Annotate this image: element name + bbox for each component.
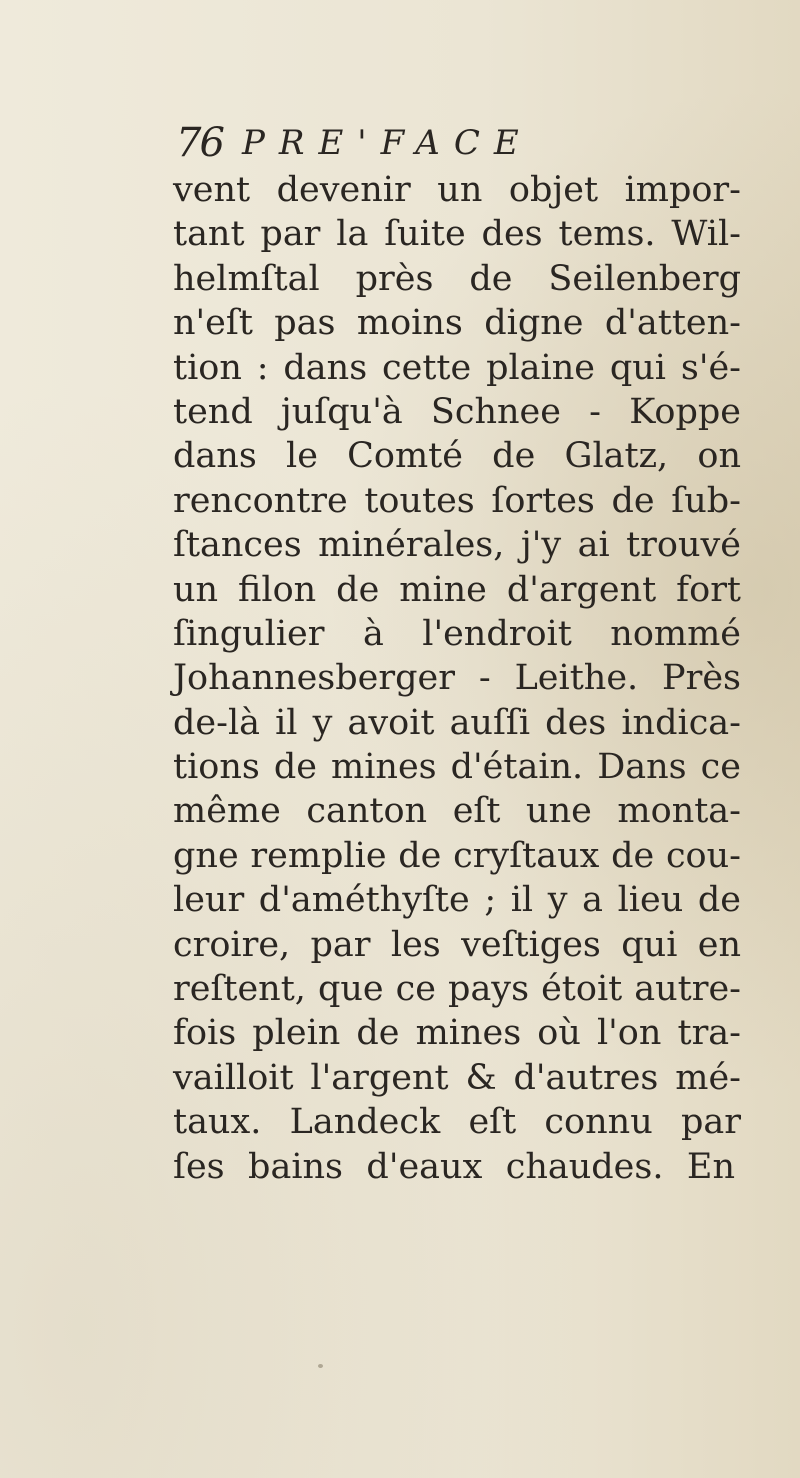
text-line: n'eſt pas moins digne d'atten- [173, 303, 741, 344]
text-line: fois plein de mines où l'on tra- [173, 1013, 741, 1054]
text-line: Johannesberger - Leithe. Près [173, 658, 741, 699]
text-line: leur d'améthyſte ; il y a lieu de [173, 880, 741, 921]
text-line: ſtances minérales, j'y ai trouvé [173, 525, 741, 566]
text-line: helmſtal près de Seilenberg [173, 258, 741, 299]
text-line: croire, par les veſtiges qui en [173, 924, 741, 965]
text-line: taux. Landeck eſt connu par [173, 1102, 741, 1143]
text-line: de-là il y avoit auſſi des indica- [173, 702, 741, 743]
text-line: ſes bains d'eaux chaudes. En [173, 1146, 735, 1187]
text-line: tion : dans cette plaine qui s'é- [173, 347, 741, 388]
text-line: rencontre toutes ſortes de ſub- [173, 480, 741, 521]
body-text [173, 168, 773, 1189]
text-line: gne remplie de cryſtaux de cou- [173, 835, 741, 876]
text-line: vailloit l'argent & d'autres mé- [173, 1057, 741, 1098]
text-line: ſingulier à l'endroit nommé [173, 613, 741, 654]
text-line: un filon de mine d'argent fort [173, 569, 741, 610]
text-line: tions de mines d'étain. Dans ce [173, 747, 741, 788]
text-line: dans le Comté de Glatz, on [173, 436, 741, 477]
paper-speck [318, 1364, 323, 1368]
running-head: PRE'FACE [242, 123, 533, 163]
text-line: reſtent, que ce pays étoit autre- [173, 969, 741, 1010]
page-number: 76 [176, 120, 223, 166]
text-line: vent devenir un objet impor- [173, 170, 741, 210]
text-line: tend juſqu'à Schnee - Koppe [173, 391, 741, 432]
text-line: même canton eſt une monta- [173, 791, 741, 832]
page-header [176, 118, 736, 168]
text-line: tant par la ſuite des tems. Wil- [173, 214, 741, 255]
